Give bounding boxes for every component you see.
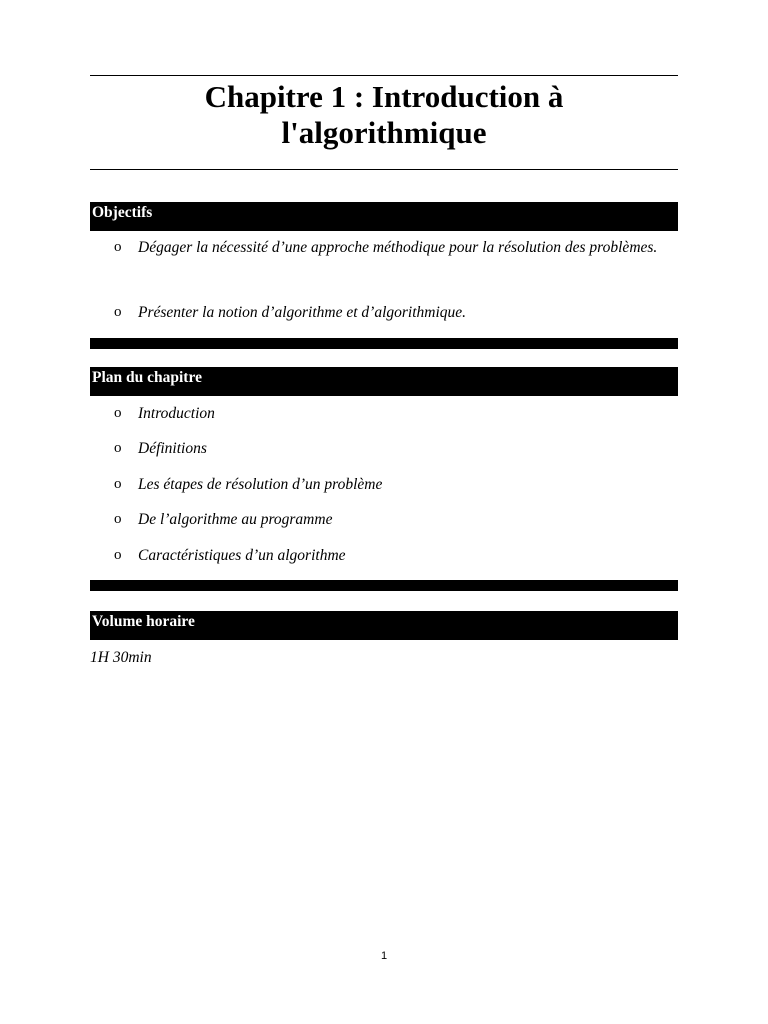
objective-item-1: Dégager la nécessité d’une approche méthodique pour la résolution des problèmes. — [138, 239, 658, 256]
plan-item-2: Définitions — [138, 440, 207, 457]
bullet-marker: o — [114, 304, 122, 320]
chapter-title-line-2: l'algorithmique — [281, 115, 487, 150]
bullet-marker: o — [114, 511, 122, 527]
bullet-marker: o — [114, 239, 122, 255]
plan-item-5: Caractéristiques d’un algorithme — [138, 547, 346, 564]
section-heading-plan: Plan du chapitre — [90, 367, 678, 396]
bullet-marker: o — [114, 405, 122, 421]
bullet-marker: o — [114, 547, 122, 563]
plan-item-1: Introduction — [138, 405, 215, 422]
title-top-rule — [90, 75, 678, 76]
section-divider-bar — [90, 338, 678, 349]
chapter-title — [90, 79, 678, 151]
volume-horaire-value: 1H 30min — [90, 649, 152, 666]
title-bottom-rule — [90, 169, 678, 170]
bullet-marker: o — [114, 440, 122, 456]
section-heading-objectifs: Objectifs — [90, 202, 678, 231]
objective-item-2: Présenter la notion d’algorithme et d’algorithmique. — [138, 304, 467, 321]
plan-item-3: Les étapes de résolution d’un problème — [138, 476, 383, 493]
chapter-title-line-1: Chapitre 1 : Introduction à — [204, 79, 564, 114]
section-heading-volume: Volume horaire — [90, 611, 678, 640]
page-number: 1 — [380, 950, 388, 962]
section-divider-bar — [90, 580, 678, 591]
bullet-marker: o — [114, 476, 122, 492]
plan-item-4: De l’algorithme au programme — [138, 511, 333, 528]
